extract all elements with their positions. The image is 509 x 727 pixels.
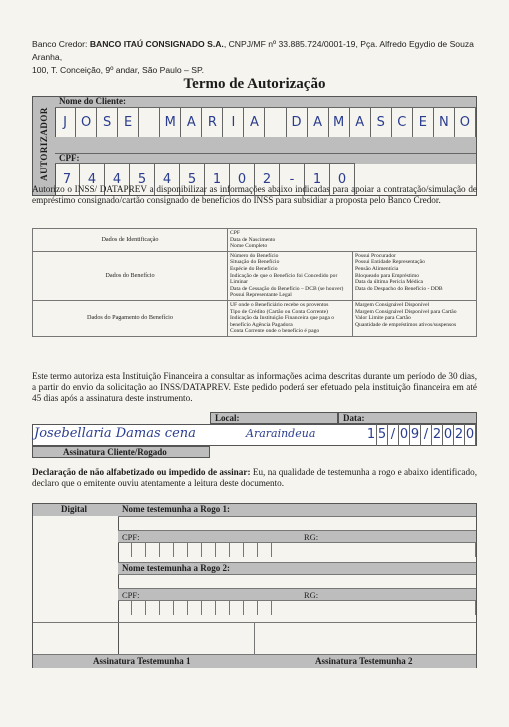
signature-caption-bar	[32, 446, 210, 458]
char-cell: 5	[377, 424, 388, 446]
char-cell: 0	[465, 424, 476, 446]
w1-rg-label: RG:	[304, 532, 319, 542]
char-cell: N	[434, 108, 455, 138]
cpf-box	[146, 601, 160, 615]
w1-name-field[interactable]	[118, 516, 476, 531]
cpf-box	[216, 543, 230, 557]
char-cell: /	[421, 424, 432, 446]
char-cell: A	[181, 108, 202, 138]
signature-caption: Assinatura Cliente/Rogado	[63, 447, 167, 457]
cpf-box	[160, 543, 174, 557]
header-prefix: Banco Credor:	[32, 39, 90, 49]
table-row	[33, 300, 477, 336]
char-cell: 9	[410, 424, 421, 446]
cpf-box	[174, 543, 188, 557]
w1-cpf-label: CPF:	[122, 532, 140, 542]
field-item: Número do Benefício	[230, 252, 279, 259]
bank-header	[32, 38, 492, 77]
char-cell: 4	[155, 164, 180, 196]
char-cell: M	[329, 108, 350, 138]
field-item: Margem Consignável Disponível	[355, 301, 430, 308]
signature-row	[32, 412, 477, 457]
char-cell: 2	[454, 424, 465, 446]
field-item: Data de Nascimento	[230, 236, 276, 243]
bank-name: BANCO ITAÚ CONSIGNADO S.A.	[89, 39, 224, 49]
char-cell: J	[55, 108, 76, 138]
cpf-box	[230, 601, 244, 615]
cpf-box	[188, 601, 202, 615]
w2-signature-label: Assinatura Testemunha 2	[315, 656, 413, 666]
term-text: Este termo autoriza esta Instituição Financeira a consultar as informações acima descritas durante um período de 30 dias, a partir do envio da solicitação ao INSS/DATAPREV. Este pedido poderá ser efetuado pela instituição financeira em até 45 dias após a assinatura deste instrumento.	[32, 371, 477, 403]
row-label: Dados do Benefício	[33, 251, 228, 300]
cpf-box	[230, 543, 244, 557]
char-cell: 0	[399, 424, 410, 446]
header-suffix: , CNPJ/MF nº 33.885.724/0001-19, Pça. Alfredo Egydio de Souza Aranha,	[32, 39, 474, 62]
field-item: UF onde o Beneficiário recebe os proventos	[230, 301, 329, 308]
cpf-box	[216, 601, 230, 615]
local-label-bar	[210, 412, 338, 424]
cpf-box	[118, 543, 132, 557]
declaration-text: Eu, na qualidade de testemunha a rogo e abaixo identificado, declaro que o emitente ouviu atentamente a leitura deste documento.	[32, 467, 477, 488]
local-label: Local:	[215, 413, 240, 423]
w1-name-bar	[118, 504, 476, 516]
w2-cpf-field[interactable]	[118, 600, 476, 615]
client-signature[interactable]: Josebellaria Damas cena	[34, 426, 196, 441]
char-cell: 0	[443, 424, 454, 446]
field-item: Data do Despacho do Benefício - DDB	[355, 285, 443, 292]
autorizador-section	[32, 96, 477, 196]
char-cell: 4	[105, 164, 130, 196]
cpf-box	[118, 601, 132, 615]
char-cell: A	[350, 108, 371, 138]
row-fields	[228, 251, 353, 300]
w1-signature-label: Assinatura Testemunha 1	[93, 656, 191, 666]
cpf-box	[244, 543, 258, 557]
declaration-title: Declaração de não alfabetizado ou impedido de assinar:	[32, 467, 251, 477]
char-cell: O	[455, 108, 476, 138]
w1-cpf-field[interactable]	[118, 542, 476, 557]
table-row	[33, 251, 477, 300]
w2-name-field[interactable]	[118, 574, 476, 589]
char-cell: 0	[330, 164, 355, 196]
field-item: Data de Cessação do Benefício – DCB (se houver)	[230, 285, 344, 292]
cpf-box	[160, 601, 174, 615]
w1-name-label: Nome testemunha a Rogo 1:	[122, 504, 230, 514]
field-item: Possui Entidade Representação	[355, 259, 425, 266]
declaration	[32, 467, 477, 489]
char-cell	[139, 108, 160, 138]
w2-rg-label: RG:	[304, 590, 319, 600]
field-item: Indicação de que o Benefício foi Concedido por Liminar	[230, 272, 338, 286]
cpf-box	[202, 543, 216, 557]
local-field[interactable]: Araraindeua	[246, 427, 316, 440]
empty-bar	[55, 137, 476, 153]
cpf-box	[272, 601, 476, 615]
row-fields	[353, 300, 477, 336]
field-item: Quantidade de empréstimos ativos/suspensos	[355, 321, 457, 328]
field-item: Indicação da Instituição Financeira que paga o benefício Agência Pagadora	[230, 315, 335, 328]
char-cell: -	[280, 164, 305, 196]
field-item: Nome Completo	[230, 243, 268, 250]
char-cell	[265, 108, 286, 138]
digital-label: Digital	[61, 504, 87, 514]
char-cell: R	[202, 108, 223, 138]
field-item: Situação do Benefício	[230, 259, 280, 266]
fingerprint-box[interactable]	[33, 516, 119, 654]
page-title: Termo de Autorização	[183, 76, 326, 92]
field-item: Possui Representante Legal	[230, 292, 292, 299]
row-label: Dados do Pagamento do Benefício	[33, 300, 228, 336]
cpf-box	[188, 543, 202, 557]
char-cell: A	[308, 108, 329, 138]
char-cell: D	[287, 108, 308, 138]
field-item: Tipo de Crédito (Cartão ou Conta Corrente)	[230, 308, 328, 315]
authorization-text: Autorizo o INSS/ DATAPREV a disponibilizar as informações abaixo indicadas para apoiar a contratação/simulação de empréstimo consignado/cartão consignado de benefícios do INSS para subsidiar a proposta pelo Banco Credor.	[32, 184, 477, 205]
name-label: Nome do Cliente:	[59, 96, 126, 106]
autorizador-label: AUTORIZADOR	[39, 107, 49, 181]
field-item: Bloqueado para Empréstimo	[355, 272, 420, 279]
client-name-field[interactable]	[55, 107, 476, 139]
char-cell: 1	[366, 424, 377, 446]
char-cell: S	[97, 108, 118, 138]
char-cell: 0	[230, 164, 255, 196]
row-fields	[228, 229, 477, 252]
header-address: 100, T. Conceição, 9º andar, São Paulo – SP.	[32, 65, 204, 75]
cpf-box	[202, 601, 216, 615]
cpf-box	[258, 543, 272, 557]
char-cell: E	[413, 108, 434, 138]
cpf-label: CPF:	[59, 153, 80, 163]
char-cell: 2	[432, 424, 443, 446]
char-cell: /	[388, 424, 399, 446]
field-item: Margem Consignável Disponível para Cartão	[355, 308, 457, 315]
field-item: Conta Corrente onde o benefício é pago	[230, 328, 320, 335]
char-cell: 7	[55, 164, 80, 196]
cpf-box	[146, 543, 160, 557]
field-item: Espécie do Benefício	[230, 265, 278, 272]
benefit-table	[32, 228, 477, 337]
witness-signature-bar	[33, 654, 476, 668]
w2-cpf-label: CPF:	[122, 590, 140, 600]
field-item: Data da última Perícia Médica	[355, 279, 424, 286]
field-item: CPF	[230, 230, 240, 236]
char-cell: 1	[205, 164, 230, 196]
char-cell: O	[76, 108, 97, 138]
char-cell: A	[244, 108, 265, 138]
row-label: Dados de Identificação	[33, 229, 228, 252]
field-item: Valor Limite para Cartão	[355, 315, 411, 322]
cpf-box	[258, 601, 272, 615]
witness-section	[32, 503, 477, 668]
digital-header	[33, 504, 119, 516]
cpf-box	[132, 543, 146, 557]
data-label-bar	[338, 412, 477, 424]
cpf-box	[244, 601, 258, 615]
char-cell: 5	[180, 164, 205, 196]
cpf-box	[272, 543, 476, 557]
char-cell: M	[160, 108, 181, 138]
char-cell: 2	[255, 164, 280, 196]
char-cell: I	[223, 108, 244, 138]
table-row	[33, 229, 477, 252]
date-field[interactable]	[366, 424, 476, 446]
field-item: Pensão Alimentícia	[355, 265, 399, 272]
char-cell: 4	[80, 164, 105, 196]
row-fields	[353, 251, 477, 300]
char-cell: C	[392, 108, 413, 138]
field-item: Possui Procurador	[355, 252, 396, 259]
char-cell: 5	[130, 164, 155, 196]
autorizador-side	[33, 97, 56, 195]
char-cell: 1	[305, 164, 330, 196]
cpf-box	[132, 601, 146, 615]
cpf-box	[174, 601, 188, 615]
char-cell: E	[118, 108, 139, 138]
row-fields	[228, 300, 353, 336]
name-label-bar	[55, 97, 476, 107]
w2-name-label: Nome testemunha a Rogo 2:	[122, 563, 230, 573]
char-cell: S	[371, 108, 392, 138]
data-label: Data:	[343, 413, 365, 423]
